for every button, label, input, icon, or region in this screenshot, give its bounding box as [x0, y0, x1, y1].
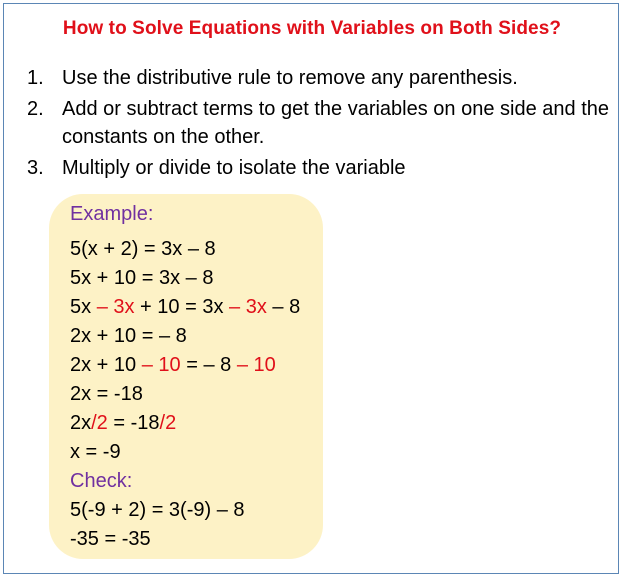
equation-line — [70, 438, 300, 467]
equation-line — [70, 409, 300, 438]
equation-text: – 8 — [266, 296, 301, 318]
equation-text: 2x — [70, 412, 92, 434]
equation-text: 5(x + 2) = 3x – 8 — [70, 238, 216, 260]
example-lines — [70, 200, 300, 554]
highlighted-term: /2 — [159, 412, 177, 434]
check-heading: Check: — [70, 470, 133, 492]
equation-line — [70, 380, 300, 409]
equation-text: = – 8 — [180, 354, 237, 376]
highlighted-term: – 10 — [141, 354, 181, 376]
highlighted-term: – 10 — [236, 354, 276, 376]
highlighted-term: /2 — [91, 412, 108, 434]
equation-text: 2x + 10 — [70, 354, 142, 376]
step-text: Multiply or divide to isolate the variable — [62, 157, 406, 179]
step-number: 2. — [27, 98, 44, 120]
equation-line — [70, 351, 300, 380]
step-item — [0, 64, 624, 92]
equation-line — [70, 293, 300, 322]
equation-text: 2x = -18 — [70, 383, 143, 405]
step-item — [0, 95, 624, 151]
step-number: 3. — [27, 157, 44, 179]
equation-text: + 10 = 3x — [134, 296, 230, 318]
equation-text: x = -9 — [70, 441, 121, 463]
highlighted-term: – 3x — [96, 296, 135, 318]
equation-line — [70, 235, 300, 264]
equation-line — [70, 264, 300, 293]
step-text: Add or subtract terms to get the variables on one side and the constants on the other. — [62, 98, 609, 148]
equation-line — [70, 525, 300, 554]
page-title: How to Solve Equations with Variables on Both Sides? — [62, 18, 562, 39]
equation-line — [70, 496, 300, 525]
step-number: 1. — [27, 67, 44, 89]
equation-line — [70, 322, 300, 351]
equation-text: 5x + 10 = 3x – 8 — [70, 267, 214, 289]
equation-text: -35 = -35 — [70, 528, 151, 550]
example-heading: Example: — [70, 203, 154, 225]
equation-text: 5(-9 + 2) = 3(-9) – 8 — [70, 499, 245, 521]
step-item — [0, 154, 624, 182]
equation-text: 5x — [70, 296, 97, 318]
step-text: Use the distributive rule to remove any parenthesis. — [62, 67, 518, 89]
steps-list — [0, 64, 624, 182]
highlighted-term: – 3x — [229, 296, 267, 318]
equation-text: 2x + 10 = – 8 — [70, 325, 187, 347]
equation-text: = -18 — [107, 412, 160, 434]
